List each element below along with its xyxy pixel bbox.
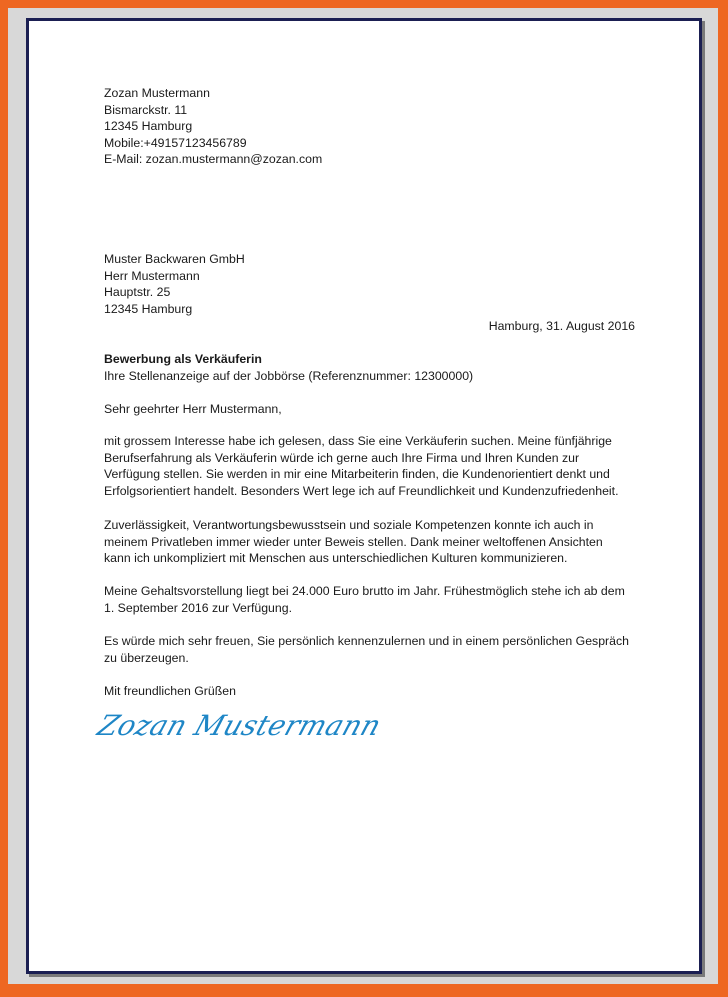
paragraph-2 [104, 517, 603, 567]
paragraph-line: meinem Privatleben immer wieder unter Beweis stellen. Dank meiner weltoffenen Ansichten [104, 534, 603, 549]
recipient-person: Herr Mustermann [104, 268, 200, 283]
sender-address [104, 85, 322, 168]
letter-date: Hamburg, 31. August 2016 [488, 319, 635, 333]
recipient-address [104, 251, 245, 317]
closing-formula: Mit freundlichen Grüßen [104, 684, 236, 698]
recipient-street: Hauptstr. 25 [104, 285, 171, 300]
paragraph-1 [104, 433, 619, 499]
paragraph-line: Zuverlässigkeit, Verantwortungsbewusstsein und soziale Kompetenzen konnte ich auch in [104, 518, 594, 532]
subject-block [104, 351, 473, 384]
sender-name: Zozan Mustermann [104, 86, 210, 100]
recipient-city: 12345 Hamburg [104, 301, 193, 316]
salutation: Sehr geehrter Herr Mustermann, [104, 402, 282, 416]
paragraph-4 [104, 633, 629, 666]
handwritten-signature: Zozan Mustermann [93, 709, 386, 742]
paragraph-line: Meine Gehaltsvorstellung liegt bei 24.000 Euro brutto im Jahr. Frühestmöglich stehe ich ab dem [104, 584, 625, 598]
paragraph-line: zu überzeugen. [104, 650, 189, 665]
sender-city: 12345 Hamburg [104, 119, 193, 134]
paragraph-line: Es würde mich sehr freuen, Sie persönlich kennenzulernen und in einem persönlichen Gespräch [104, 634, 629, 648]
paragraph-line: kann ich unkompliziert mit Menschen aus unterschiedlichen Kulturen kommunizieren. [104, 551, 568, 566]
recipient-company: Muster Backwaren GmbH [104, 252, 245, 266]
sender-email: E-Mail: zozan.mustermann@zozan.com [104, 152, 323, 167]
paragraph-line: mit grossem Interesse habe ich gelesen, dass Sie eine Verkäuferin suchen. Meine fünfjährige [104, 434, 612, 448]
subject-title: Bewerbung als Verkäuferin [104, 352, 262, 366]
paragraph-line: Verfügung stellen. Sie werden in mir eine Mitarbeiterin finden, die Kundenorientiert denkt und [104, 467, 610, 482]
paragraph-line: Berufserfahrung als Verkäuferin würde ich gerne auch Ihre Firma und Ihren Kunden zur [104, 450, 580, 465]
paragraph-3 [104, 583, 625, 616]
paragraph-line: Erfolgsorientiert handelt. Besonders Wert lege ich auf Freundlichkeit und Kundenzufriedenheit. [104, 483, 619, 498]
sender-street: Bismarckstr. 11 [104, 102, 188, 117]
letter-page [26, 18, 702, 974]
paragraph-line: 1. September 2016 zur Verfügung. [104, 600, 292, 615]
subject-reference: Ihre Stellenanzeige auf der Jobbörse (Referenznummer: 12300000) [104, 368, 474, 383]
sender-mobile: Mobile:+49157123456789 [104, 135, 247, 150]
